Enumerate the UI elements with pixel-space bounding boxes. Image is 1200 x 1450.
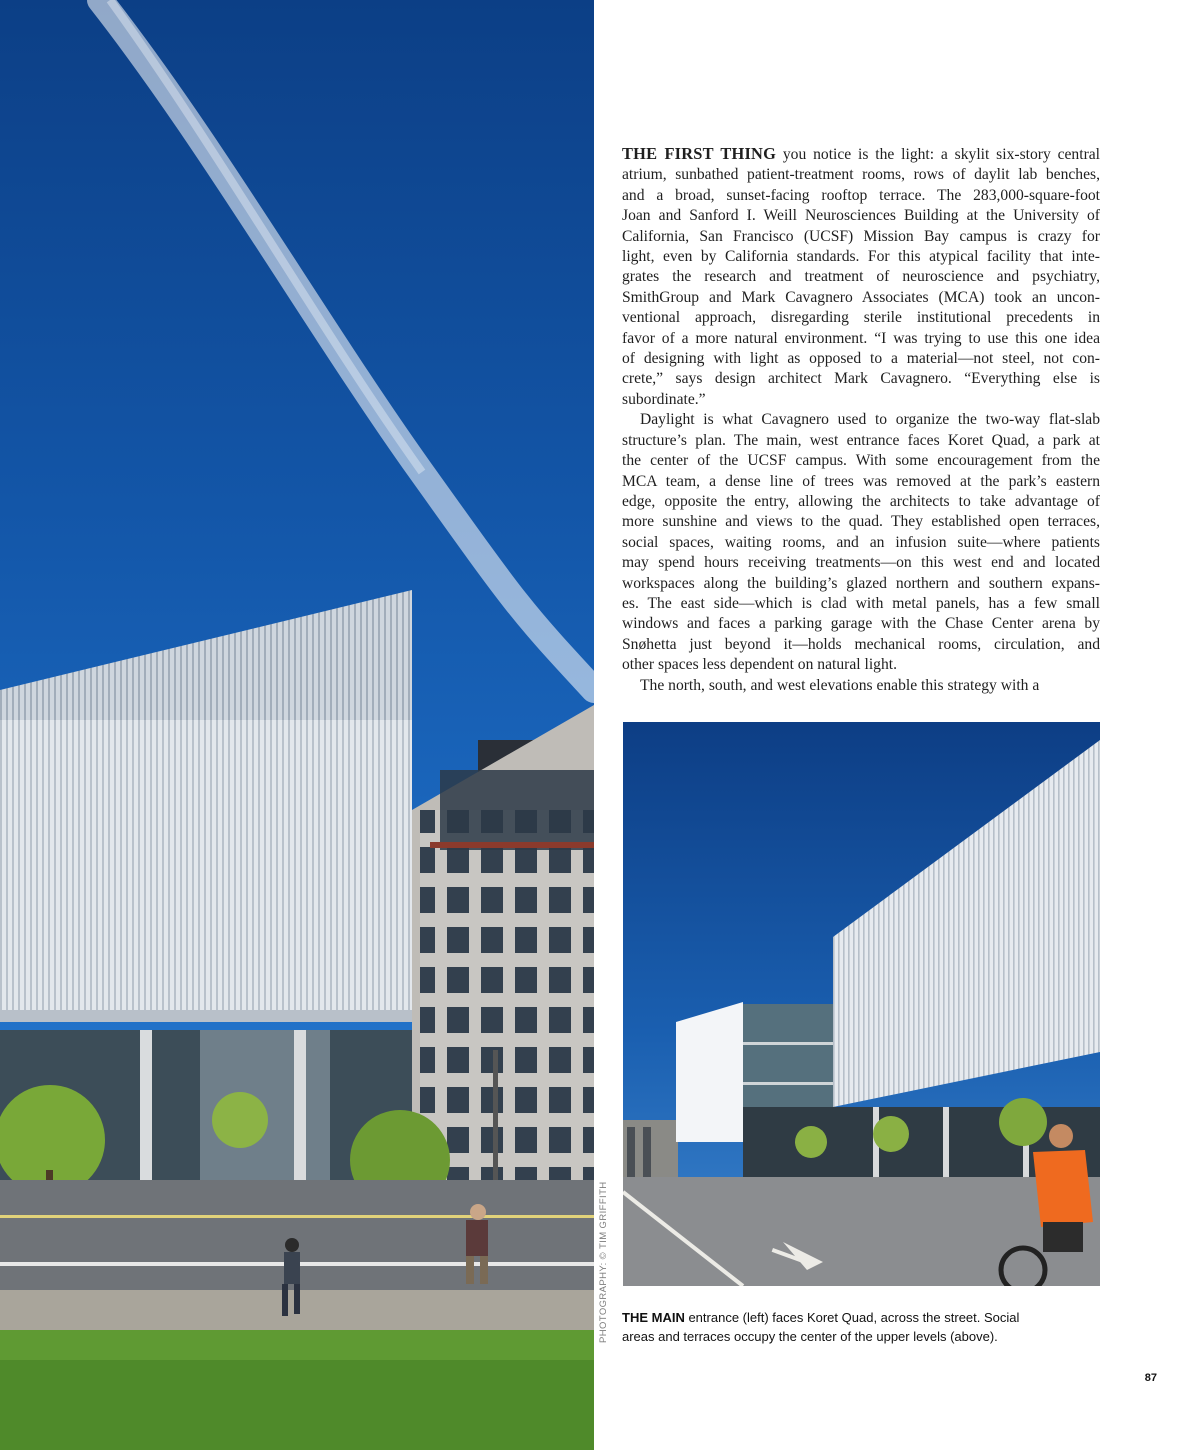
text-line: [622, 144, 1100, 165]
text-line: atrium, sunbathed patient-treatment rooms, rows of daylit lab benches,: [622, 166, 1100, 184]
text-line: and a broad, sunset-facing rooftop terrace. The 283,000-square-foot: [622, 186, 1100, 204]
text-line: Daylight is what Cavagnero used to organize the two-way flat-slab: [640, 411, 1100, 429]
page-number: 87: [1144, 1372, 1157, 1384]
paragraph-2: [622, 410, 1100, 675]
text-line: light, even by California standards. For this atypical facility that inte-: [622, 248, 1100, 266]
photo-caption: [622, 1308, 1102, 1346]
caption-text: entrance (left) faces Koret Quad, across the street. Social: [684, 1310, 1020, 1325]
text-line: crete,” says design architect Mark Cavagnero. “Everything else is: [622, 370, 1100, 388]
text-line: workspaces along the building’s glazed northern and southern expans-: [622, 574, 1100, 592]
paragraph-3: [622, 676, 1100, 696]
text-line: other spaces less dependent on natural light.: [622, 656, 897, 674]
caption-line: areas and terraces occupy the center of the upper levels (above).: [622, 1329, 998, 1344]
text-line: structure’s plan. The main, west entrance faces Koret Quad, a park at: [622, 431, 1100, 449]
text-line: MCA team, a dense line of trees was removed at the park’s eastern: [622, 472, 1100, 490]
text-line: The north, south, and west elevations enable this strategy with a: [640, 676, 1040, 694]
text-line: subordinate.”: [622, 390, 706, 408]
text-line: Snøhetta just beyond it—holds mechanical rooms, circulation, and: [622, 635, 1100, 653]
text-line: Joan and Sanford I. Weill Neurosciences Building at the University of: [622, 207, 1100, 225]
text-line: of designing with light as opposed to a material—not steel, not con-: [622, 350, 1100, 368]
text-line: the center of the UCSF campus. With some encouragement from the: [622, 452, 1100, 470]
text-run: you notice is the light: a skylit six-story central: [776, 146, 1101, 163]
photo-credit: PHOTOGRAPHY: © TIM GRIFFITH: [598, 1181, 609, 1343]
text-line: windows and faces a parking garage with the Chase Center arena by: [622, 615, 1100, 633]
inset-photo: [623, 722, 1100, 1286]
inset-photo-illustration: [623, 722, 1100, 1286]
article-body: [622, 144, 1100, 696]
text-line: social spaces, waiting rooms, and an infusion suite—where patients: [622, 533, 1100, 551]
hero-photo-illustration: [0, 0, 594, 1450]
text-line: edge, opposite the entry, allowing the architects to take advantage of: [622, 492, 1100, 510]
paragraph-1: [622, 144, 1100, 410]
text-line: may spend hours receiving treatments—on this west end and located: [622, 554, 1100, 572]
lead-in: THE FIRST THING: [622, 144, 777, 163]
text-line: es. The east side—which is clad with metal panels, has a few small: [622, 594, 1100, 612]
text-line: SmithGroup and Mark Cavagnero Associates (MCA) took an uncon-: [622, 288, 1100, 306]
hero-photo: [0, 0, 594, 1450]
text-line: California, San Francisco (UCSF) Mission Bay campus is crazy for: [622, 227, 1100, 245]
text-line: favor of a more natural environment. “I was trying to use this one idea: [622, 329, 1100, 347]
text-line: more sunshine and views to the quad. They established open terraces,: [622, 513, 1100, 531]
text-line: grates the research and treatment of neuroscience and psychiatry,: [622, 268, 1100, 286]
caption-line: [622, 1308, 1102, 1327]
caption-lead-in: THE MAIN: [622, 1310, 685, 1325]
text-line: ventional approach, disregarding sterile institutional precedents in: [622, 309, 1100, 327]
